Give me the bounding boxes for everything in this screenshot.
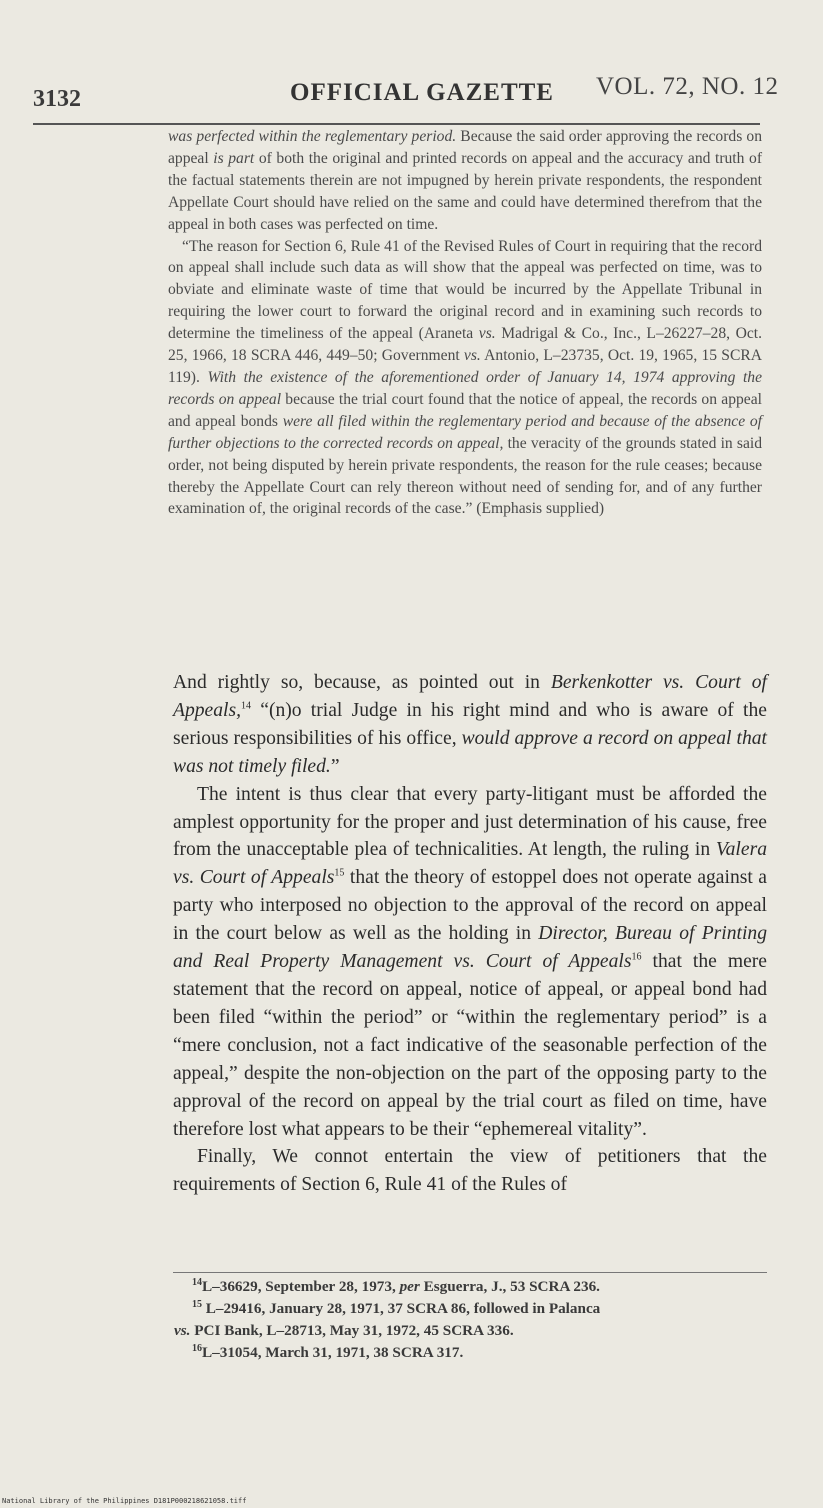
footnote-16: $^{16}$L–31054, March 31, 1971, 38 SCRA 317. [192, 1342, 464, 1361]
footnote-14: $^{14}$L–36629, September 28, 1973, per Esguerra, J., 53 SCRA 236. [192, 1276, 600, 1295]
body-paragraph-2: The intent is thus clear that every party-litigant must be afforded the amplest opportunity for the proper and just determination of his cause, free from the unacceptable plea of technicalities. At length, the ruling in Valera vs. Court of Appeals$^{15}$ that the theory of estoppel does not operate against a party who interposed no objection to the approval of the record on appeal in the court below as well as the holding in Director, Bureau of Printing and Real Property Management vs. Court of Appeals$^{16}$ that the mere statement that the record on appeal, notice of appeal, or appeal bond had been filed “within the period” or “within the reglementary period” is a “mere conclusion, not a fact indicative of the seasonable perfection of the appeal,” despite the non-objection on the part of the opposing party to the approval of the record on appeal by the trial court as filed on time, have therefore lost what appears to be their “ephemereal vitality”. [173, 783, 768, 1140]
main-text [173, 669, 767, 1199]
footnote-15: $^{15}$ L–29416, January 28, 1971, 37 SCRA 86, followed in Palanca [192, 1298, 601, 1317]
footnote-ref-15: 15 [334, 867, 345, 879]
body-paragraph-3: Finally, We connot entertain the view of petitioners that the requirements of Section 6, Rule 41 of the Rules of [173, 1146, 767, 1196]
scan-source-label: National Library of the Philippines D181P000218621058.tiff [2, 1497, 247, 1505]
body-paragraph-1: And rightly so, because, as pointed out in Berkenkotter vs. Court of Appeals,$^{14}$ “(n)o trial Judge in his right mind and who is aware of the serious responsibilities of his office, would approve a record on appeal that was not timely filed.” [173, 672, 768, 777]
footnotes [174, 1276, 770, 1364]
footnote-ref-14: 14 [241, 700, 252, 712]
footnote-ref-16: 16 [631, 951, 642, 963]
quote-paragraph-1: was perfected within the reglementary period. Because the said order approving the records on appeal is part of both the original and printed records on appeal and the accuracy and truth of the factual statements therein are not impugned by herein private respondents, the respondent Appellate Court should have relied on the same and could have determined therefrom that the appeal in both cases was perfected on time. [168, 128, 763, 233]
footnote-rule [173, 1272, 767, 1273]
volume-issue: VOL. 72, NO. 12 [596, 73, 779, 100]
page-number: 3132 [33, 86, 81, 112]
footnote-15-continued: vs. PCI Bank, L–28713, May 31, 1972, 45 SCRA 336. [174, 1322, 514, 1339]
gazette-title: OFFICIAL GAZETTE [290, 79, 554, 106]
header-rule [33, 123, 760, 125]
quoted-passage [168, 126, 762, 520]
quote-paragraph-2: “The reason for Section 6, Rule 41 of the Revised Rules of Court in requiring that the record on appeal shall include such data as will show that the appeal was perfected on time, was to obviate and eliminate waste of time that would be incurred by the Appellate Tribunal in requiring the lower court to forward the original record and in examining such records to determine the timeliness of the appeal (Araneta vs. Madrigal & Co., Inc., L–26227–28, Oct. 25, 1966, 18 SCRA 446, 449–50; Government vs. Antonio, L–23735, Oct. 19, 1965, 15 SCRA 119). With the existence of the aforementioned order of January 14, 1974 approving the records on appeal because the trial court found that the notice of appeal, the records on appeal and appeal bonds were all filed within the reglementary period and because of the absence of further objections to the corrected records on appeal, the veracity of the grounds stated in said order, not being disputed by herein private respondents, the reason for the rule ceases; because thereby the Appellate Court can rely thereon without need of sending for, and of any further examination of, the original records of the case.” (Emphasis supplied) [168, 237, 763, 518]
